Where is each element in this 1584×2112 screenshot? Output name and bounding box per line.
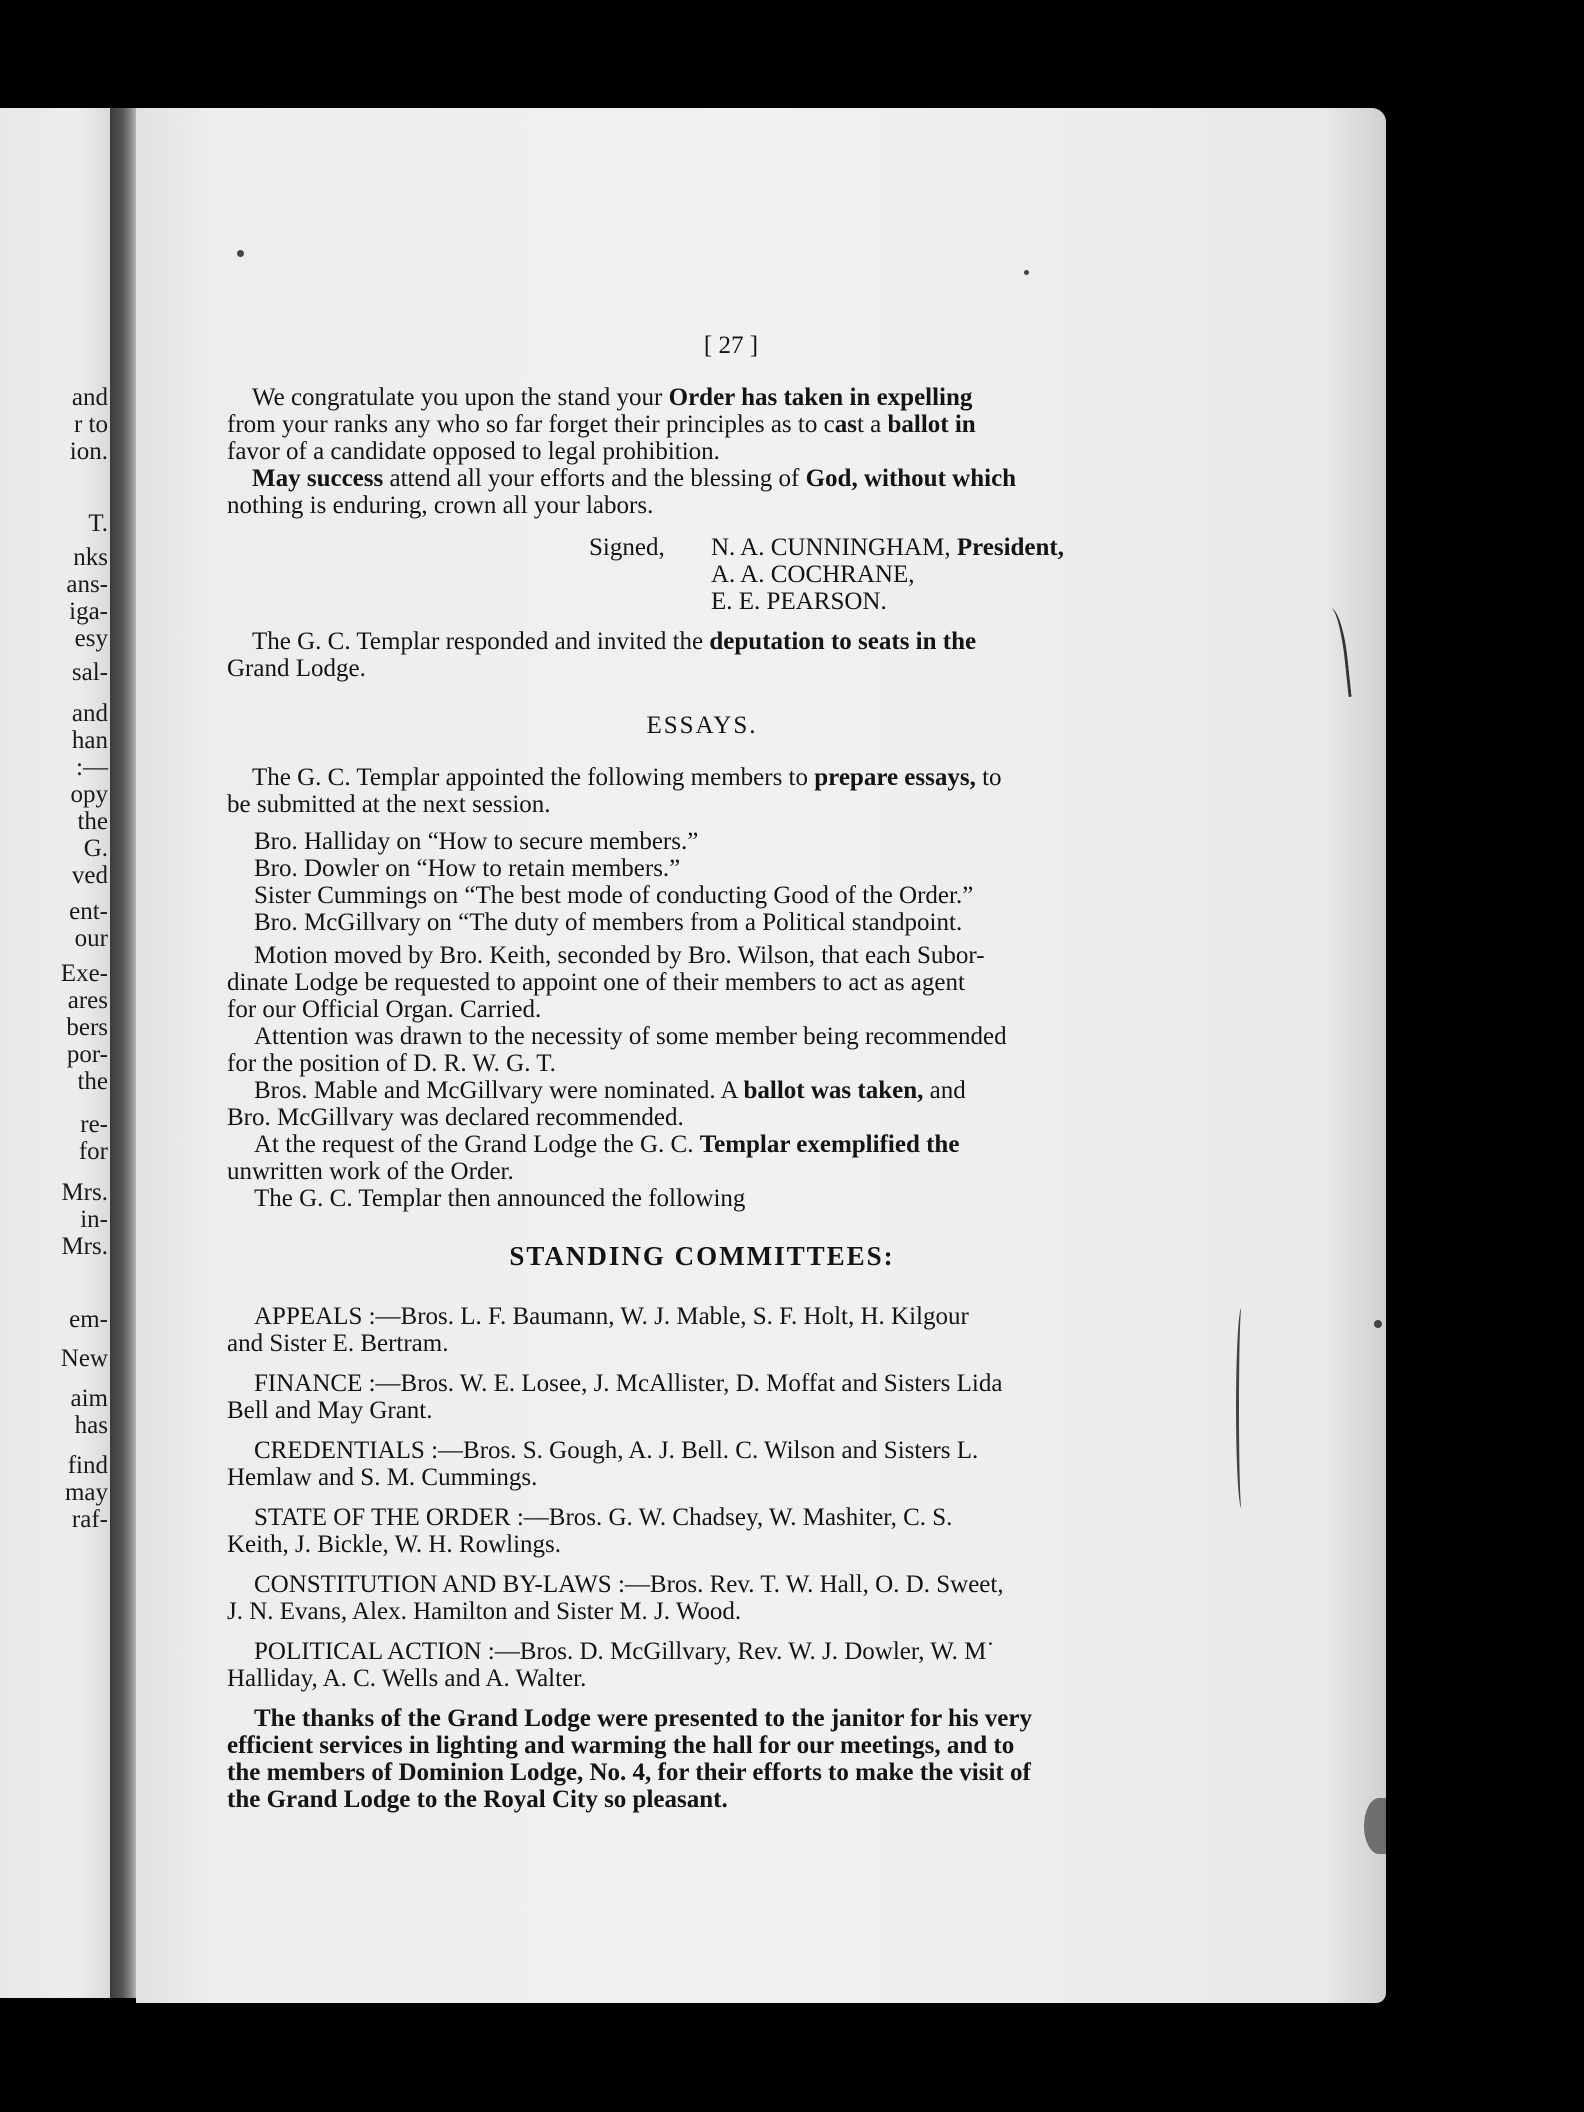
- previous-page-text-fragment: :—: [76, 754, 108, 781]
- previous-page-text-fragment: aim: [70, 1385, 108, 1412]
- margin-pencil-mark: [1236, 1308, 1247, 1508]
- closing-line-3: the members of Dominion Lodge, No. 4, for their efforts to make the visit of: [227, 1759, 1031, 1786]
- previous-page-text-fragment: the: [77, 1068, 108, 1095]
- committee-constitution-line-1: CONSTITUTION AND BY-LAWS :—Bros. Rev. T. W. Hall, O. D. Sweet,: [254, 1571, 1004, 1598]
- intro-line-2: from your ranks any who so far forget their principles as to cast a ballot in: [227, 411, 976, 438]
- book-gutter: [110, 108, 138, 1998]
- essays-line-10: Attention was drawn to the necessity of some member being recommended: [254, 1023, 1007, 1050]
- committee-state-of-order-line-2: Keith, J. Bickle, W. H. Rowlings.: [227, 1531, 562, 1558]
- document-page: [136, 108, 1386, 2003]
- previous-page-text-fragment: has: [74, 1412, 108, 1439]
- essays-line-3: Bro. Halliday on “How to secure members.”: [254, 828, 699, 855]
- signed-label: Signed,: [589, 534, 665, 561]
- essays-line-5: Sister Cummings on “The best mode of conducting Good of the Order.”: [254, 882, 974, 909]
- essays-line-15: unwritten work of the Order.: [227, 1158, 514, 1185]
- essays-line-9: for our Official Organ. Carried.: [227, 996, 542, 1023]
- intro-line-5: nothing is enduring, crown all your labors.: [227, 492, 654, 519]
- previous-page-text-fragment: re-: [80, 1111, 108, 1138]
- scan-speck: [237, 250, 244, 257]
- essays-line-8: dinate Lodge be requested to appoint one of their members to act as agent: [227, 969, 965, 996]
- previous-page-text-fragment: in-: [80, 1206, 108, 1233]
- margin-pencil-mark: [1323, 607, 1351, 698]
- previous-page-text-fragment: the: [77, 808, 108, 835]
- committee-political-line-2: Halliday, A. C. Wells and A. Walter.: [227, 1665, 587, 1692]
- previous-page-text-fragment: Mrs.: [61, 1179, 108, 1206]
- signatory-1: N. A. CUNNINGHAM, President,: [711, 534, 1065, 561]
- essays-line-16: The G. C. Templar then announced the following: [254, 1185, 746, 1212]
- previous-page-text-fragment: ved: [71, 862, 108, 889]
- previous-page-text-fragment: ion.: [69, 438, 108, 465]
- previous-page-text-fragment: raf-: [71, 1506, 108, 1533]
- committee-state-of-order-line-1: STATE OF THE ORDER :—Bros. G. W. Chadsey, W. Mashiter, C. S.: [254, 1504, 953, 1531]
- signatory-3: E. E. PEARSON.: [711, 588, 887, 615]
- previous-page-text-fragment: ans-: [66, 571, 108, 598]
- closing-line-4: the Grand Lodge to the Royal City so pleasant.: [227, 1786, 728, 1813]
- previous-page-text-fragment: Exe-: [60, 960, 108, 987]
- previous-page-text-fragment: han: [71, 727, 108, 754]
- committee-appeals-line-1: APPEALS :—Bros. L. F. Baumann, W. J. Mable, S. F. Holt, H. Kilgour: [254, 1303, 969, 1330]
- committee-political-line-1: POLITICAL ACTION :—Bros. D. McGillvary, Rev. W. J. Dowler, W. M˙: [254, 1638, 995, 1665]
- page-edge-tear: [1364, 1798, 1386, 1854]
- closing-line-1: The thanks of the Grand Lodge were presented to the janitor for his very: [254, 1705, 1032, 1732]
- essays-line-4: Bro. Dowler on “How to retain members.”: [254, 855, 681, 882]
- committee-credentials-line-1: CREDENTIALS :—Bros. S. Gough, A. J. Bell. C. Wilson and Sisters L.: [254, 1437, 979, 1464]
- page-number: [ 27 ]: [703, 332, 759, 359]
- response-line-1: The G. C. Templar responded and invited the deputation to seats in the: [252, 628, 977, 655]
- committee-finance-line-2: Bell and May Grant.: [227, 1397, 433, 1424]
- intro-line-3: favor of a candidate opposed to legal prohibition.: [227, 438, 720, 465]
- previous-page-text-fragment: sal-: [71, 659, 108, 686]
- essays-line-12: Bros. Mable and McGillvary were nominated. A ballot was taken, and: [254, 1077, 966, 1104]
- signatory-2: A. A. COCHRANE,: [711, 561, 915, 588]
- essays-heading: ESSAYS.: [646, 712, 758, 739]
- previous-page-text-fragment: our: [74, 925, 108, 952]
- essays-line-13: Bro. McGillvary was declared recommended.: [227, 1104, 684, 1131]
- intro-line-1: We congratulate you upon the stand your Order has taken in expelling: [252, 384, 973, 411]
- previous-page-text-fragment: esy: [74, 625, 108, 652]
- previous-page-text-fragment: nks: [73, 544, 108, 571]
- committees-heading: STANDING COMMITTEES:: [509, 1241, 895, 1271]
- response-line-2: Grand Lodge.: [227, 655, 366, 682]
- previous-page-text-fragment: em-: [69, 1306, 108, 1333]
- essays-line-7: Motion moved by Bro. Keith, seconded by Bro. Wilson, that each Subor-: [254, 942, 985, 969]
- previous-page-text-fragment: T.: [88, 510, 108, 537]
- closing-line-2: efficient services in lighting and warming the hall for our meetings, and to: [227, 1732, 1015, 1759]
- previous-page-fragment: [0, 108, 112, 1998]
- committee-constitution-line-2: J. N. Evans, Alex. Hamilton and Sister M. J. Wood.: [227, 1598, 742, 1625]
- essays-line-11: for the position of D. R. W. G. T.: [227, 1050, 556, 1077]
- committee-credentials-line-2: Hemlaw and S. M. Cummings.: [227, 1464, 538, 1491]
- previous-page-text-fragment: and: [71, 700, 108, 727]
- previous-page-text-fragment: iga-: [69, 598, 108, 625]
- previous-page-text-fragment: ares: [67, 987, 108, 1014]
- previous-page-text-fragment: G.: [83, 835, 108, 862]
- previous-page-text-fragment: bers: [66, 1014, 108, 1041]
- essays-line-1: The G. C. Templar appointed the following members to prepare essays, to: [252, 764, 1002, 791]
- previous-page-text-fragment: find: [67, 1452, 108, 1479]
- previous-page-text-fragment: por-: [66, 1041, 108, 1068]
- essays-line-14: At the request of the Grand Lodge the G. C. Templar exemplified the: [254, 1131, 960, 1158]
- previous-page-text-fragment: New: [60, 1345, 108, 1372]
- previous-page-text-fragment: may: [64, 1479, 108, 1506]
- previous-page-text-fragment: ent-: [69, 898, 108, 925]
- scan-speck: [1024, 270, 1029, 275]
- previous-page-text-fragment: and: [71, 384, 108, 411]
- previous-page-text-fragment: Mrs.: [61, 1233, 108, 1260]
- scan-speck: [1374, 1320, 1382, 1328]
- previous-page-text-fragment: opy: [70, 781, 108, 808]
- essays-line-2: be submitted at the next session.: [227, 791, 551, 818]
- committee-appeals-line-2: and Sister E. Bertram.: [227, 1330, 449, 1357]
- previous-page-text-fragment: for: [78, 1138, 108, 1165]
- previous-page-text-fragment: r to: [73, 411, 108, 438]
- essays-line-6: Bro. McGillvary on “The duty of members from a Political standpoint.: [254, 909, 963, 936]
- intro-line-4: May success attend all your efforts and the blessing of God, without which: [252, 465, 1017, 492]
- committee-finance-line-1: FINANCE :—Bros. W. E. Losee, J. McAllister, D. Moffat and Sisters Lida: [254, 1370, 1003, 1397]
